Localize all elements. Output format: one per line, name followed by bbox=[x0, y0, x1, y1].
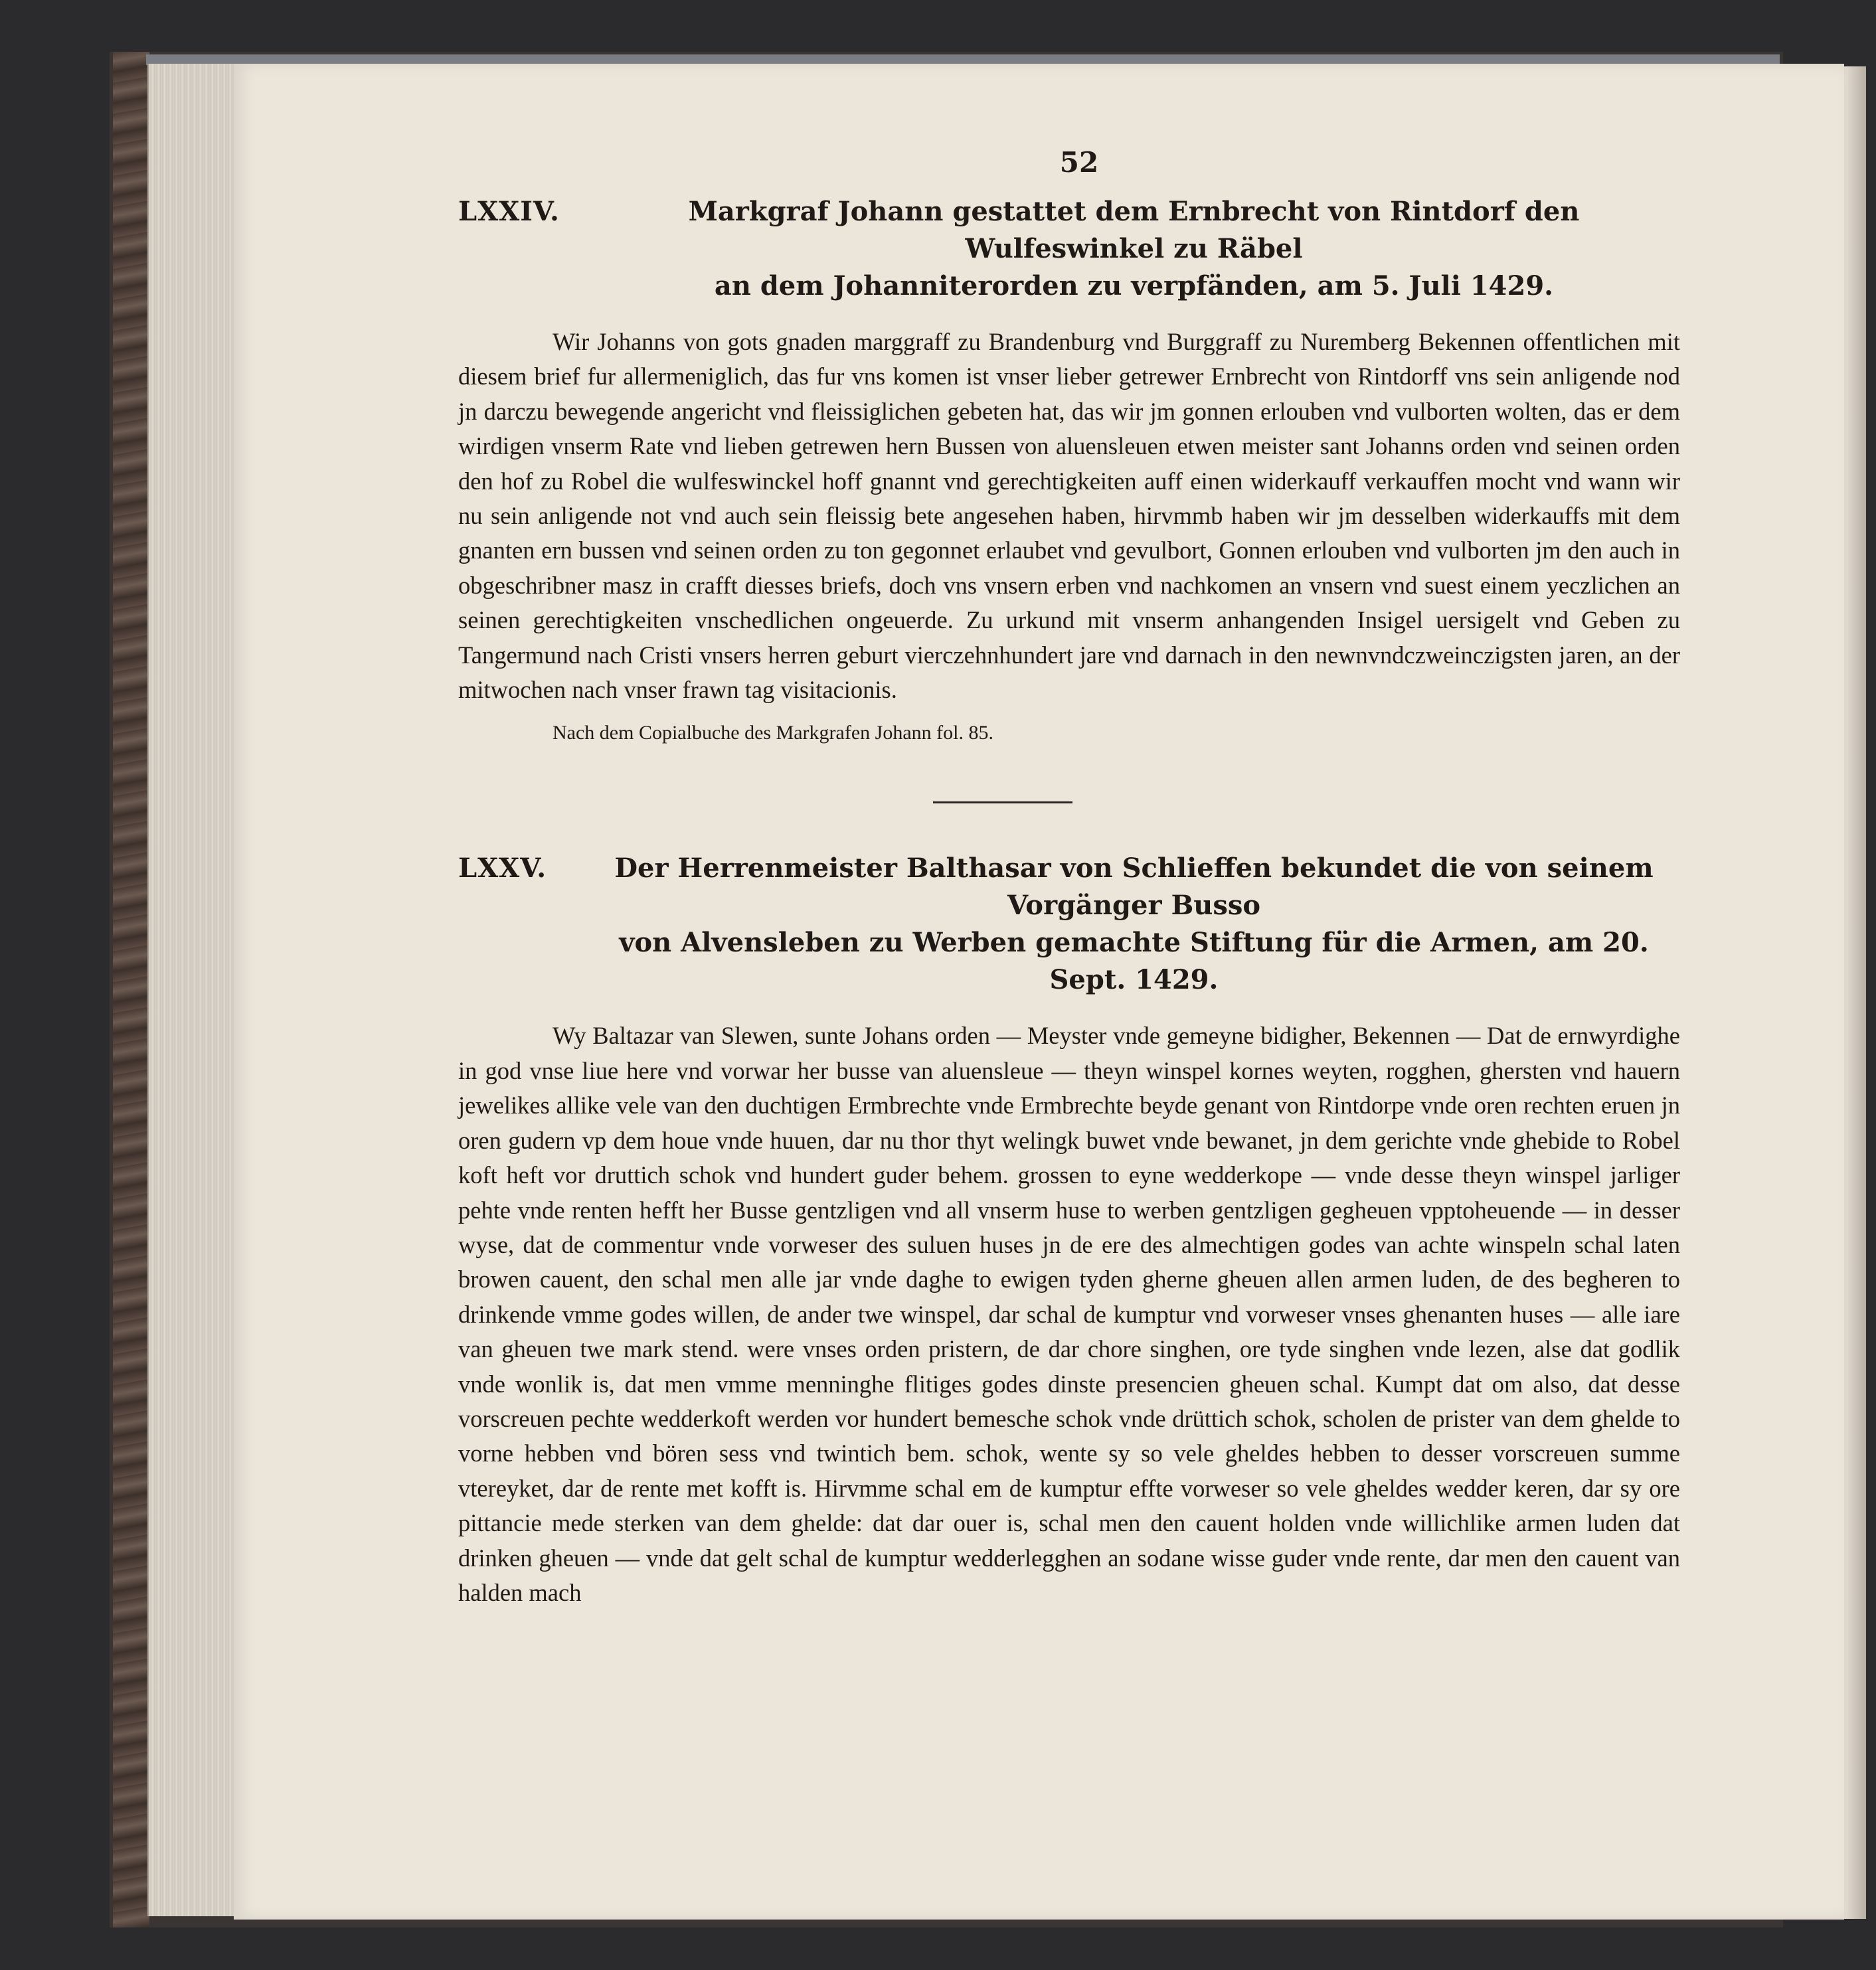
book-spine-cover bbox=[113, 52, 149, 1928]
entry-lxxiv bbox=[458, 193, 1680, 748]
entry-title bbox=[588, 193, 1680, 305]
entry-lxxv bbox=[458, 850, 1680, 1610]
section-divider bbox=[933, 801, 1072, 803]
entry-heading bbox=[458, 850, 1680, 999]
entry-title-line: Markgraf Johann gestattet dem Ernbrecht von Rintdorf den Wulfeswinkel zu Räbel bbox=[688, 196, 1580, 264]
entry-body-text: Wy Baltazar van Slewen, sunte Johans orden — Meyster vnde gemeyne bidigher, Bekennen — Dat de ernwyrdighe in god vnse liue here vnd vorwar her busse van aluensleue — theyn winspel kornes weyten, rogghen, ghersten vnd hauern jewelikes allike vele van den duchtigen Ermbrechte vnde Ermbrechte beyde genant von Rintdorpe vnde oren rechten eruen jn oren gudern vp dem houe vnde huuen, dar nu thor thyt welingk buwet vnde bewanet, jn dem gerichte vnde ghebide to Robel koft heft vor druttich schok vnd hundert guder behem. grossen to eyne wedderkope — vnde desse theyn winspel jarliger pehte vnde renten hefft her Busse gentzligen vnd all vnserm huse to werben gentzligen gegheuen vpptoheuende — in desser wyse, dat de commentur vnde vorweser des suluen huses jn de ere des almechtigen godes van achte winspeln schal laten browen cauent, den schal men alle jar vnde daghe to ewigen tyden gherne gheuen allen armen luden, de des begheren to drinkende vmme godes willen, de ander twe winspel, dar schal de kumptur vnd vorweser vnses ghenanten huses — alle iare van gheuen twe mark stend. were vnses orden pristern, de dar chore singhen, ore tyde singhen vnde lezen, alse dat godlik vnde wonlik is, dat men vmme menninghe flitiges godes dinste presencien gheuen schal. Kumpt dat om also, dat desse vorscreuen pechte wedderkoft werden vor hundert bemesche schok vnde drüttich schok, scholen de prister van dem ghelde to vorne hebben vnd bören sess vnd twintich bem. schok, wente sy so vele gheldes hebben to desser vorscreuen summe vtereyket, dar de rente met kofft is. Hirvmme schal em de kumptur effte vorweser so vele gheldes wedder keren, dar sy ore pittancie mede sterken van dem ghelde: dat dar ouer is, schal men den cauent holden vnde willichlike armen luden dat drinken gheuen — vnde dat gelt schal de kumptur wedderlegghen an sodane wisse guder vnde rente, dar men den cauent van halden mach bbox=[458, 1022, 1680, 1606]
entry-title-line: an dem Johanniterorden zu verpfänden, am 5. Juli 1429. bbox=[714, 270, 1554, 301]
page-number: 52 bbox=[1059, 146, 1099, 179]
entry-number: LXXV. bbox=[458, 853, 547, 884]
page-stack-left bbox=[147, 64, 242, 1916]
page-content bbox=[458, 146, 1680, 1610]
entry-title-line: Der Herrenmeister Balthasar von Schlieffen bekundet die von seinem Vorgänger Busso bbox=[614, 853, 1654, 922]
entry-title bbox=[588, 850, 1680, 999]
entry-number: LXXIV. bbox=[458, 196, 560, 227]
entry-source-note: Nach dem Copialbuche des Markgrafen Johann fol. 85. bbox=[553, 722, 993, 744]
entry-title-line: von Alvensleben zu Werben gemachte Stiftung für die Armen, am 20. Sept. 1429. bbox=[619, 927, 1649, 996]
entry-heading bbox=[458, 193, 1680, 305]
entry-body-text: Wir Johanns von gots gnaden marggraff zu Brandenburg vnd Burggraff zu Nuremberg Bekennen offentlichen mit diesem brief fur allermeniglich, das fur vns komen ist vnser lieber getrewer Ernbrecht von Rintdorff vns sein anligende nod jn darczu bewegende angericht vnd fleissiglichen gebeten hat, das wir jm gonnen erlouben vnd vulborten wolten, das er dem wirdigen vnserm Rate vnd lieben getrewen hern Bussen von aluensleuen etwen meister sant Johanns orden vnd seinen orden den hof zu Robel die wulfeswinckel hoff gnannt vnd gerechtigkeiten auff einen widerkauff verkauffen mocht vnd wann wir nu sein anligende not vnd auch sein fleissig bete angesehen haben, hirvmmb haben wir jm desselben widerkauffs mit dem gnanten ern bussen vnd seinen orden zu ton gegonnet erlaubet vnd gevulbort, Gonnen erlouben vnd vulborten jm den auch in obgeschribner masz in crafft diesses briefs, doch vns vnsern erben vnd nachkomen an vnsern vnd suest einem yeczlichen an seinen gerechtigkeiten vnschedlichen ongeuerde. Zu urkund mit vnserm anhangenden Insigel uersigelt vnd Geben zu Tangermund nach Cristi vnsers herren geburt vierczehnhundert jare vnd darnach in den newnvndczweinczigsten jaren, an der mitwochen nach vnser frawn tag visitacionis. bbox=[458, 328, 1680, 704]
